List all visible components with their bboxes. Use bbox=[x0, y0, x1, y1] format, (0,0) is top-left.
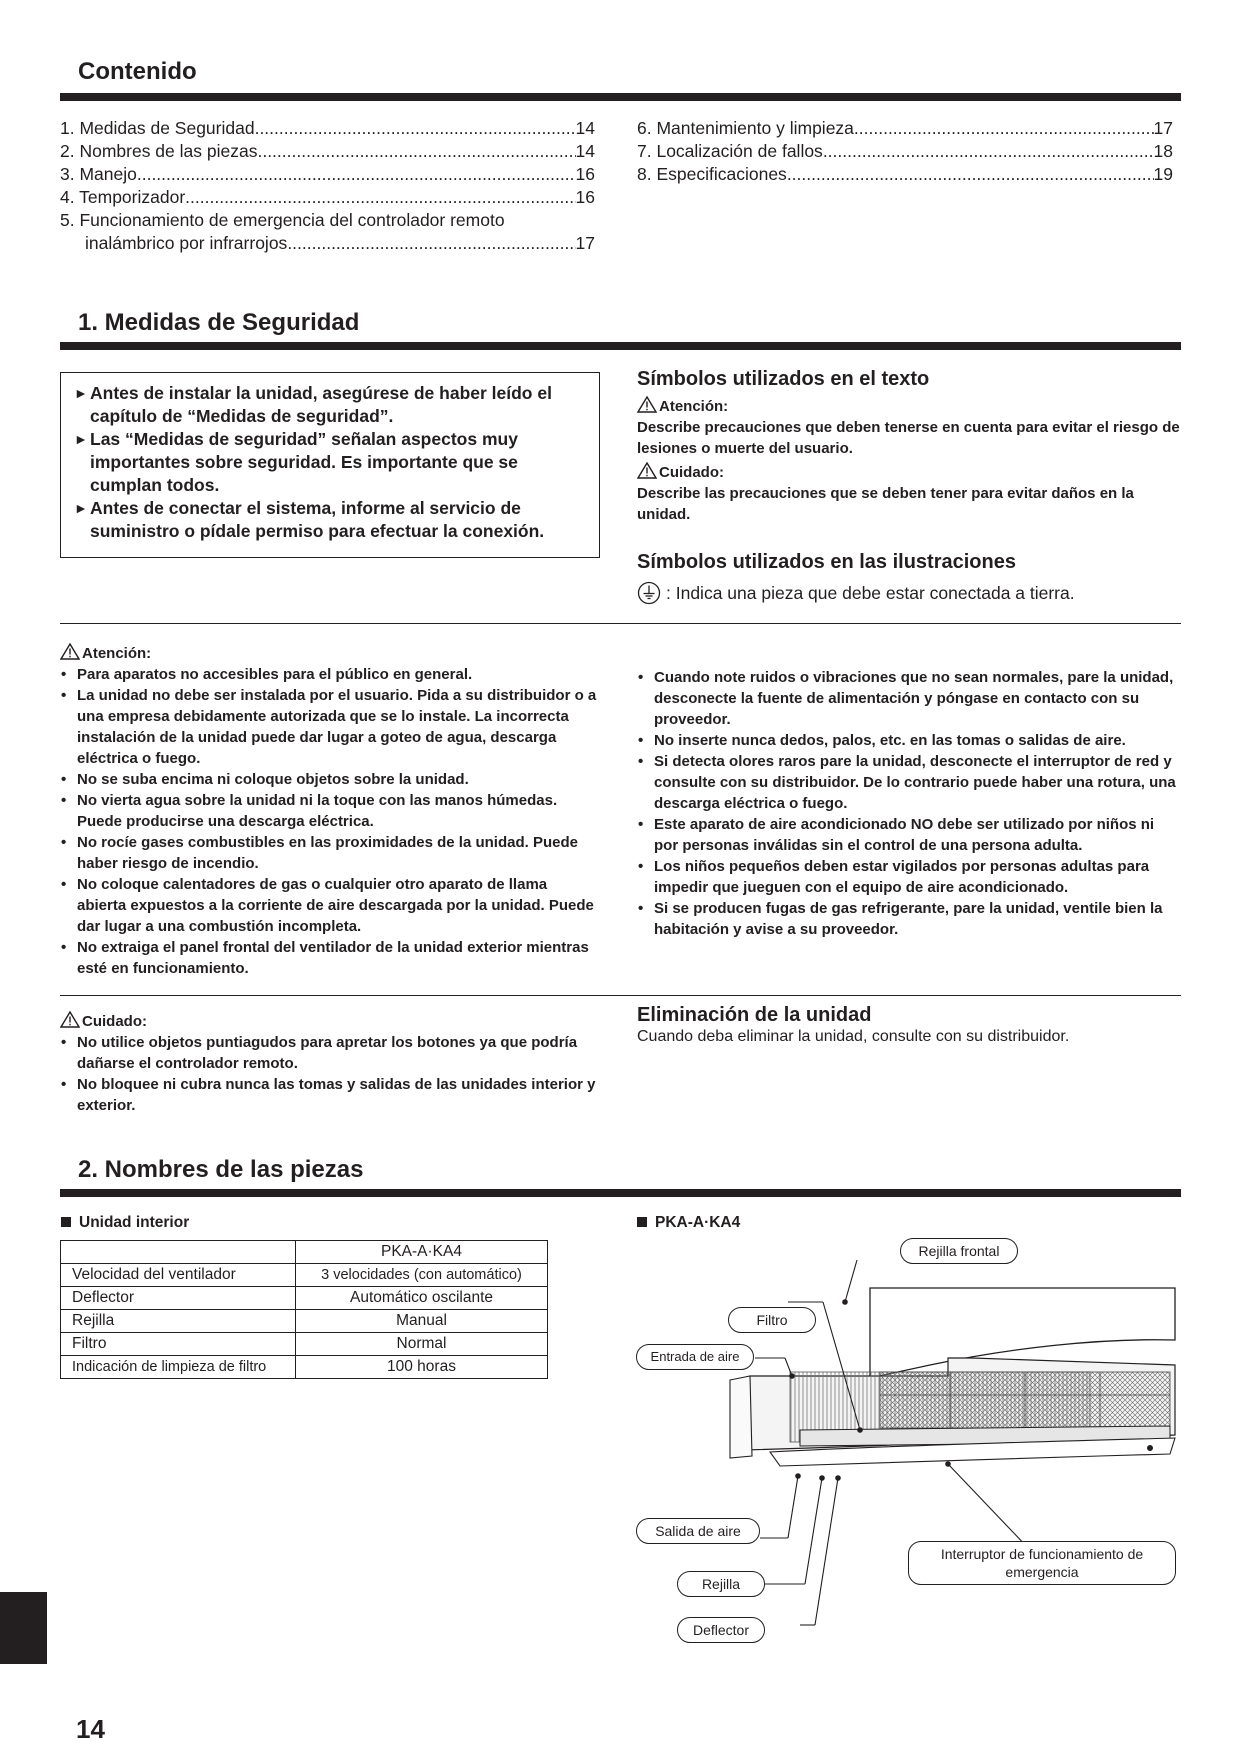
attention-list-left bbox=[60, 664, 600, 979]
page-number: 14 bbox=[76, 1714, 105, 1744]
parts-rule bbox=[60, 1189, 1181, 1197]
callout-grille: Rejilla bbox=[677, 1571, 765, 1597]
unit-body bbox=[730, 1358, 1175, 1466]
table-row: Indicación de limpieza de filtro 100 horas bbox=[61, 1356, 548, 1379]
attention-section-right bbox=[637, 667, 1177, 940]
attention-section-left bbox=[60, 643, 600, 979]
list-item: • No extraiga el panel frontal del ventilador de la unidad exterior mientras esté en funcionamiento. bbox=[60, 937, 600, 979]
ground-icon bbox=[637, 581, 661, 605]
table-header-row: PKA-A·KA4 bbox=[61, 1241, 548, 1264]
parts-title: 2. Nombres de las piezas bbox=[78, 1156, 364, 1183]
attention-heading: Atención: bbox=[82, 645, 152, 662]
symbols-illus-title: Símbolos utilizados en las ilustraciones bbox=[637, 551, 1016, 573]
callout-air-intake: Entrada de aire bbox=[636, 1344, 754, 1370]
list-item: • No inserte nunca dedos, palos, etc. en las tomas o salidas de aire. bbox=[637, 730, 1177, 751]
toc-item[interactable]: 4. Temporizador ..... 16 bbox=[60, 186, 595, 209]
toc-item-5[interactable]: 5. Funcionamiento de emergencia del controlador remoto inalámbrico por infrarrojos ..... 17 bbox=[60, 209, 595, 255]
disposal-title: Eliminación de la unidad bbox=[637, 1004, 872, 1026]
list-item: • Cuando note ruidos o vibraciones que no sean normales, pare la unidad, desconecte la fuente de alimentación y póngase en contacto con su proveedor. bbox=[637, 667, 1177, 730]
list-item: • Si se producen fugas de gas refrigerante, pare la unidad, ventile bien la habitación y avise a su proveedor. bbox=[637, 898, 1177, 940]
toc-item[interactable]: 7. Localización de fallos ..... 18 bbox=[637, 140, 1173, 163]
indoor-unit-label: Unidad interior bbox=[79, 1214, 190, 1231]
list-item: • Si detecta olores raros pare la unidad, desconecte el interruptor de red y consulte con su distribuidor. De lo contrario puede haber una rotura, una descarga eléctrica o fuego. bbox=[637, 751, 1177, 814]
divider bbox=[60, 995, 1181, 996]
callout-emergency-switch: Interruptor de funcionamiento de emergencia bbox=[908, 1541, 1176, 1585]
list-item: • La unidad no debe ser instalada por el usuario. Pida a su distribuidor o a una empresa debidamente autorizada que se lo instale. La incorrecta instalación de la unidad puede dar lugar a goteo de agua, descarga eléctrica o fuego. bbox=[60, 685, 600, 769]
toc-item[interactable]: 3. Manejo ..... 16 bbox=[60, 163, 595, 186]
list-item: • No vierta agua sobre la unidad ni la toque con las manos húmedas. Puede producirse una descarga eléctrica. bbox=[60, 790, 600, 832]
safety-title: 1. Medidas de Seguridad bbox=[78, 309, 360, 336]
warning-triangle-icon bbox=[60, 643, 80, 660]
notice-item: ► Antes de instalar la unidad, asegúrese de haber leído el capítulo de “Medidas de seguridad”. bbox=[74, 383, 552, 426]
toc-item[interactable]: 6. Mantenimiento y limpieza ..... 17 bbox=[637, 117, 1173, 140]
table-row: Filtro Normal bbox=[61, 1333, 548, 1356]
contents-title: Contenido bbox=[78, 58, 197, 85]
list-item: • Este aparato de aire acondicionado NO debe ser utilizado por niños ni por personas inválidas sin el control de una persona adulta. bbox=[637, 814, 1177, 856]
symbols-text-section bbox=[637, 368, 1182, 525]
notice-item: ► Antes de conectar el sistema, informe al servicio de suministro o pídale permiso para efectuar la conexión. bbox=[74, 498, 545, 541]
caution-section bbox=[60, 1011, 600, 1116]
toc-item[interactable]: 2. Nombres de las piezas ..... 14 bbox=[60, 140, 595, 163]
caution-heading: Cuidado: bbox=[82, 1013, 147, 1030]
safety-rule bbox=[60, 342, 1181, 350]
disposal-section bbox=[637, 1004, 1177, 1046]
notice-item: ► Las “Medidas de seguridad” señalan aspectos muy importantes sobre seguridad. Es importante que se cumplan todos. bbox=[74, 429, 518, 495]
arrow-right-icon: ► bbox=[74, 385, 88, 401]
toc-left bbox=[60, 117, 595, 255]
toc-item[interactable]: 8. Especificaciones ..... 19 bbox=[637, 163, 1173, 186]
list-item: • No utilice objetos puntiagudos para apretar los botones ya que podría dañarse el controlador remoto. bbox=[60, 1032, 600, 1074]
table-row: Rejilla Manual bbox=[61, 1310, 548, 1333]
caution-list bbox=[60, 1032, 600, 1116]
caution-label: Cuidado: bbox=[659, 464, 724, 481]
attention-label: Atención: bbox=[659, 398, 729, 415]
square-bullet-icon bbox=[61, 1217, 71, 1227]
square-bullet-icon bbox=[637, 1217, 647, 1227]
ground-text: : Indica una pieza que debe estar conectada a tierra. bbox=[666, 582, 1075, 603]
list-item: • Los niños pequeños deben estar vigilados por personas adultas para impedir que jueguen con el equipo de aire acondicionado. bbox=[637, 856, 1177, 898]
callout-air-outlet: Salida de aire bbox=[636, 1518, 760, 1544]
table-row: Velocidad del ventilador 3 velocidades (con automático) bbox=[61, 1264, 548, 1287]
spec-table bbox=[60, 1240, 548, 1379]
symbols-text-title: Símbolos utilizados en el texto bbox=[637, 368, 930, 390]
table-row: Deflector Automático oscilante bbox=[61, 1287, 548, 1310]
list-item: • No coloque calentadores de gas o cualquier otro aparato de llama abierta expuestos a la corriente de aire descargada por la unidad. Puede dar lugar a una combustión incompleta. bbox=[60, 874, 600, 937]
list-item: • No se suba encima ni coloque objetos sobre la unidad. bbox=[60, 769, 600, 790]
warning-triangle-icon bbox=[637, 462, 657, 479]
contents-rule bbox=[60, 93, 1181, 101]
attention-list-right bbox=[637, 667, 1177, 940]
diagram-model-label: PKA-A·KA4 bbox=[655, 1214, 741, 1231]
list-item: • No bloquee ni cubra nunca las tomas y salidas de las unidades interior y exterior. bbox=[60, 1074, 600, 1116]
callout-filter: Filtro bbox=[728, 1307, 816, 1333]
warning-triangle-icon bbox=[637, 396, 657, 413]
important-notice-box bbox=[60, 372, 600, 558]
toc-right bbox=[637, 117, 1173, 186]
callout-deflector: Deflector bbox=[677, 1617, 765, 1643]
arrow-right-icon: ► bbox=[74, 500, 88, 516]
list-item: • Para aparatos no accesibles para el público en general. bbox=[60, 664, 600, 685]
list-item: • No rocíe gases combustibles en las proximidades de la unidad. Puede haber riesgo de incendio. bbox=[60, 832, 600, 874]
attention-desc: Describe precauciones que deben tenerse en cuenta para evitar el riesgo de lesiones o muerte del usuario. bbox=[637, 419, 1180, 457]
toc-item[interactable]: 1. Medidas de Seguridad ..... 14 bbox=[60, 117, 595, 140]
arrow-right-icon: ► bbox=[74, 431, 88, 447]
divider bbox=[60, 623, 1181, 624]
page-side-tab bbox=[0, 1592, 47, 1664]
disposal-text: Cuando deba eliminar la unidad, consulte con su distribuidor. bbox=[637, 1028, 1070, 1045]
callout-front-grille: Rejilla frontal bbox=[900, 1238, 1018, 1264]
caution-desc: Describe las precauciones que se deben tener para evitar daños en la unidad. bbox=[637, 485, 1134, 523]
warning-triangle-icon bbox=[60, 1011, 80, 1028]
